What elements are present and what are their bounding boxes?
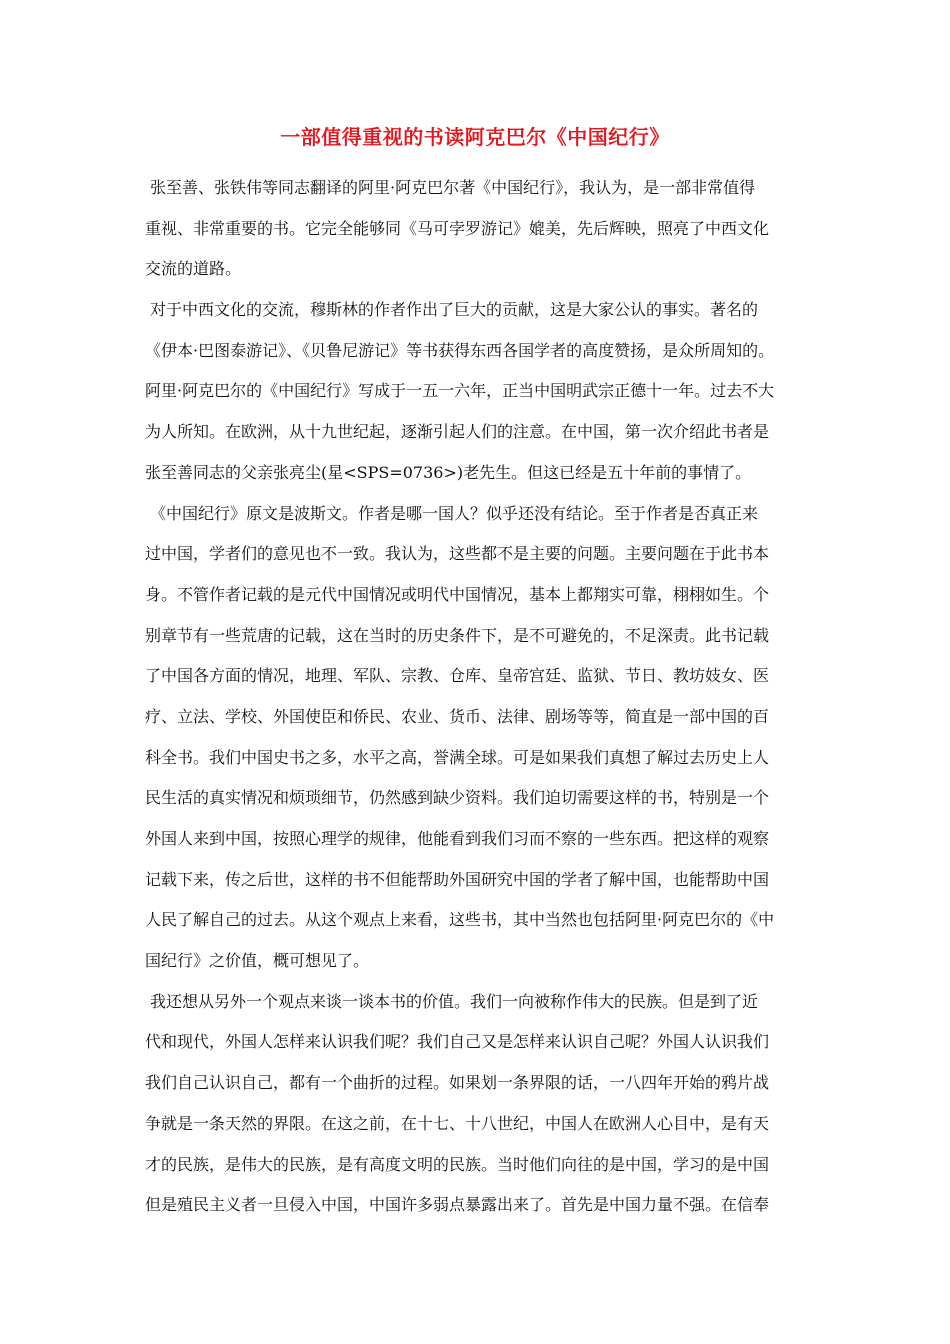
text-line: 张至善同志的父亲张亮尘(星<SPS=0736>)老先生。但这已经是五十年前的事情了。 — [145, 462, 752, 482]
text-line: 代和现代，外国人怎样来认识我们呢？我们自己又是怎样来认识自己呢？外国人认识我们 — [145, 1032, 770, 1052]
text-line: 科全书。我们中国史书之多，水平之高，誉满全球。可是如果我们真想了解过去历史上人 — [145, 747, 770, 767]
text-line: 我还想从另外一个观点来谈一谈本书的价值。我们一向被称作伟大的民族。但是到了近 — [150, 991, 759, 1011]
text-line: 记载下来，传之后世，这样的书不但能帮助外国研究中国的学者了解中国，也能帮助中国 — [145, 869, 770, 889]
text-line: 才的民族，是伟大的民族，是有高度文明的民族。当时他们向往的是中国，学习的是中国 — [145, 1154, 770, 1174]
text-line: 阿里·阿克巴尔的《中国纪行》写成于一五一六年，正当中国明武宗正德十一年。过去不大 — [145, 381, 775, 401]
paragraph — [145, 494, 817, 982]
text-line: 《中国纪行》原文是波斯文。作者是哪一国人？似乎还没有结论。至于作者是否真正来 — [150, 503, 759, 523]
text-line: 国纪行》之价值，概可想见了。 — [145, 951, 370, 971]
text-line: 外国人来到中国，按照心理学的规律，他能看到我们习而不察的一些东西。把这样的观察 — [145, 829, 770, 848]
text-line: 但是殖民主义者一旦侵入中国，中国许多弱点暴露出来了。首先是中国力量不强。在信奉 — [145, 1195, 770, 1215]
document-body — [145, 168, 817, 1226]
text-line: 交流的道路。 — [145, 259, 242, 279]
text-line: 张至善、张铁伟等同志翻译的阿里·阿克巴尔著《中国纪行》，我认为，是一部非常值得 — [150, 178, 756, 197]
paragraph — [145, 290, 817, 493]
document-title: 一部值得重视的书读阿克巴尔《中国纪行》 — [280, 125, 670, 149]
text-line: 争就是一条天然的界限。在这之前，在十七、十八世纪，中国人在欧洲人心目中，是有天 — [145, 1113, 770, 1133]
text-line: 身。不管作者记载的是元代中国情况或明代中国情况，基本上都翔实可靠，栩栩如生。个 — [145, 584, 770, 604]
paragraph — [145, 982, 817, 1226]
text-line: 对于中西文化的交流，穆斯林的作者作出了巨大的贡献，这是大家公认的事实。著名的 — [150, 300, 759, 320]
text-line: 疗、立法、学校、外国使臣和侨民、农业、货币、法律、剧场等等，简直是一部中国的百 — [145, 706, 770, 726]
text-line: 为人所知。在欧洲，从十九世纪起，逐渐引起人们的注意。在中国，第一次介绍此书者是 — [145, 422, 770, 442]
paragraph — [145, 168, 817, 290]
text-line: 别章节有一些荒唐的记载，这在当时的历史条件下，是不可避免的，不足深责。此书记载 — [145, 625, 770, 645]
text-line: 了中国各方面的情况，地理、军队、宗教、仓库、皇帝宫廷、监狱、节日、教坊妓女、医 — [145, 666, 770, 686]
text-line: 《伊本·巴图泰游记》、《贝鲁尼游记》等书获得东西各国学者的高度赞扬，是众所周知的。 — [145, 340, 775, 360]
text-line: 人民了解自己的过去。从这个观点上来看，这些书，其中当然也包括阿里·阿克巴尔的《中 — [145, 910, 775, 930]
text-line: 我们自己认识自己，都有一个曲折的过程。如果划一条界限的话，一八四年开始的鸦片战 — [145, 1073, 770, 1093]
text-line: 民生活的真实情况和烦琐细节，仍然感到缺少资料。我们迫切需要这样的书，特别是一个 — [145, 788, 770, 808]
text-line: 重视、非常重要的书。它完全能够同《马可孛罗游记》媲美，先后辉映，照亮了中西文化 — [145, 218, 770, 238]
text-line: 过中国，学者们的意见也不一致。我认为，这些都不是主要的问题。主要问题在于此书本 — [145, 544, 770, 564]
